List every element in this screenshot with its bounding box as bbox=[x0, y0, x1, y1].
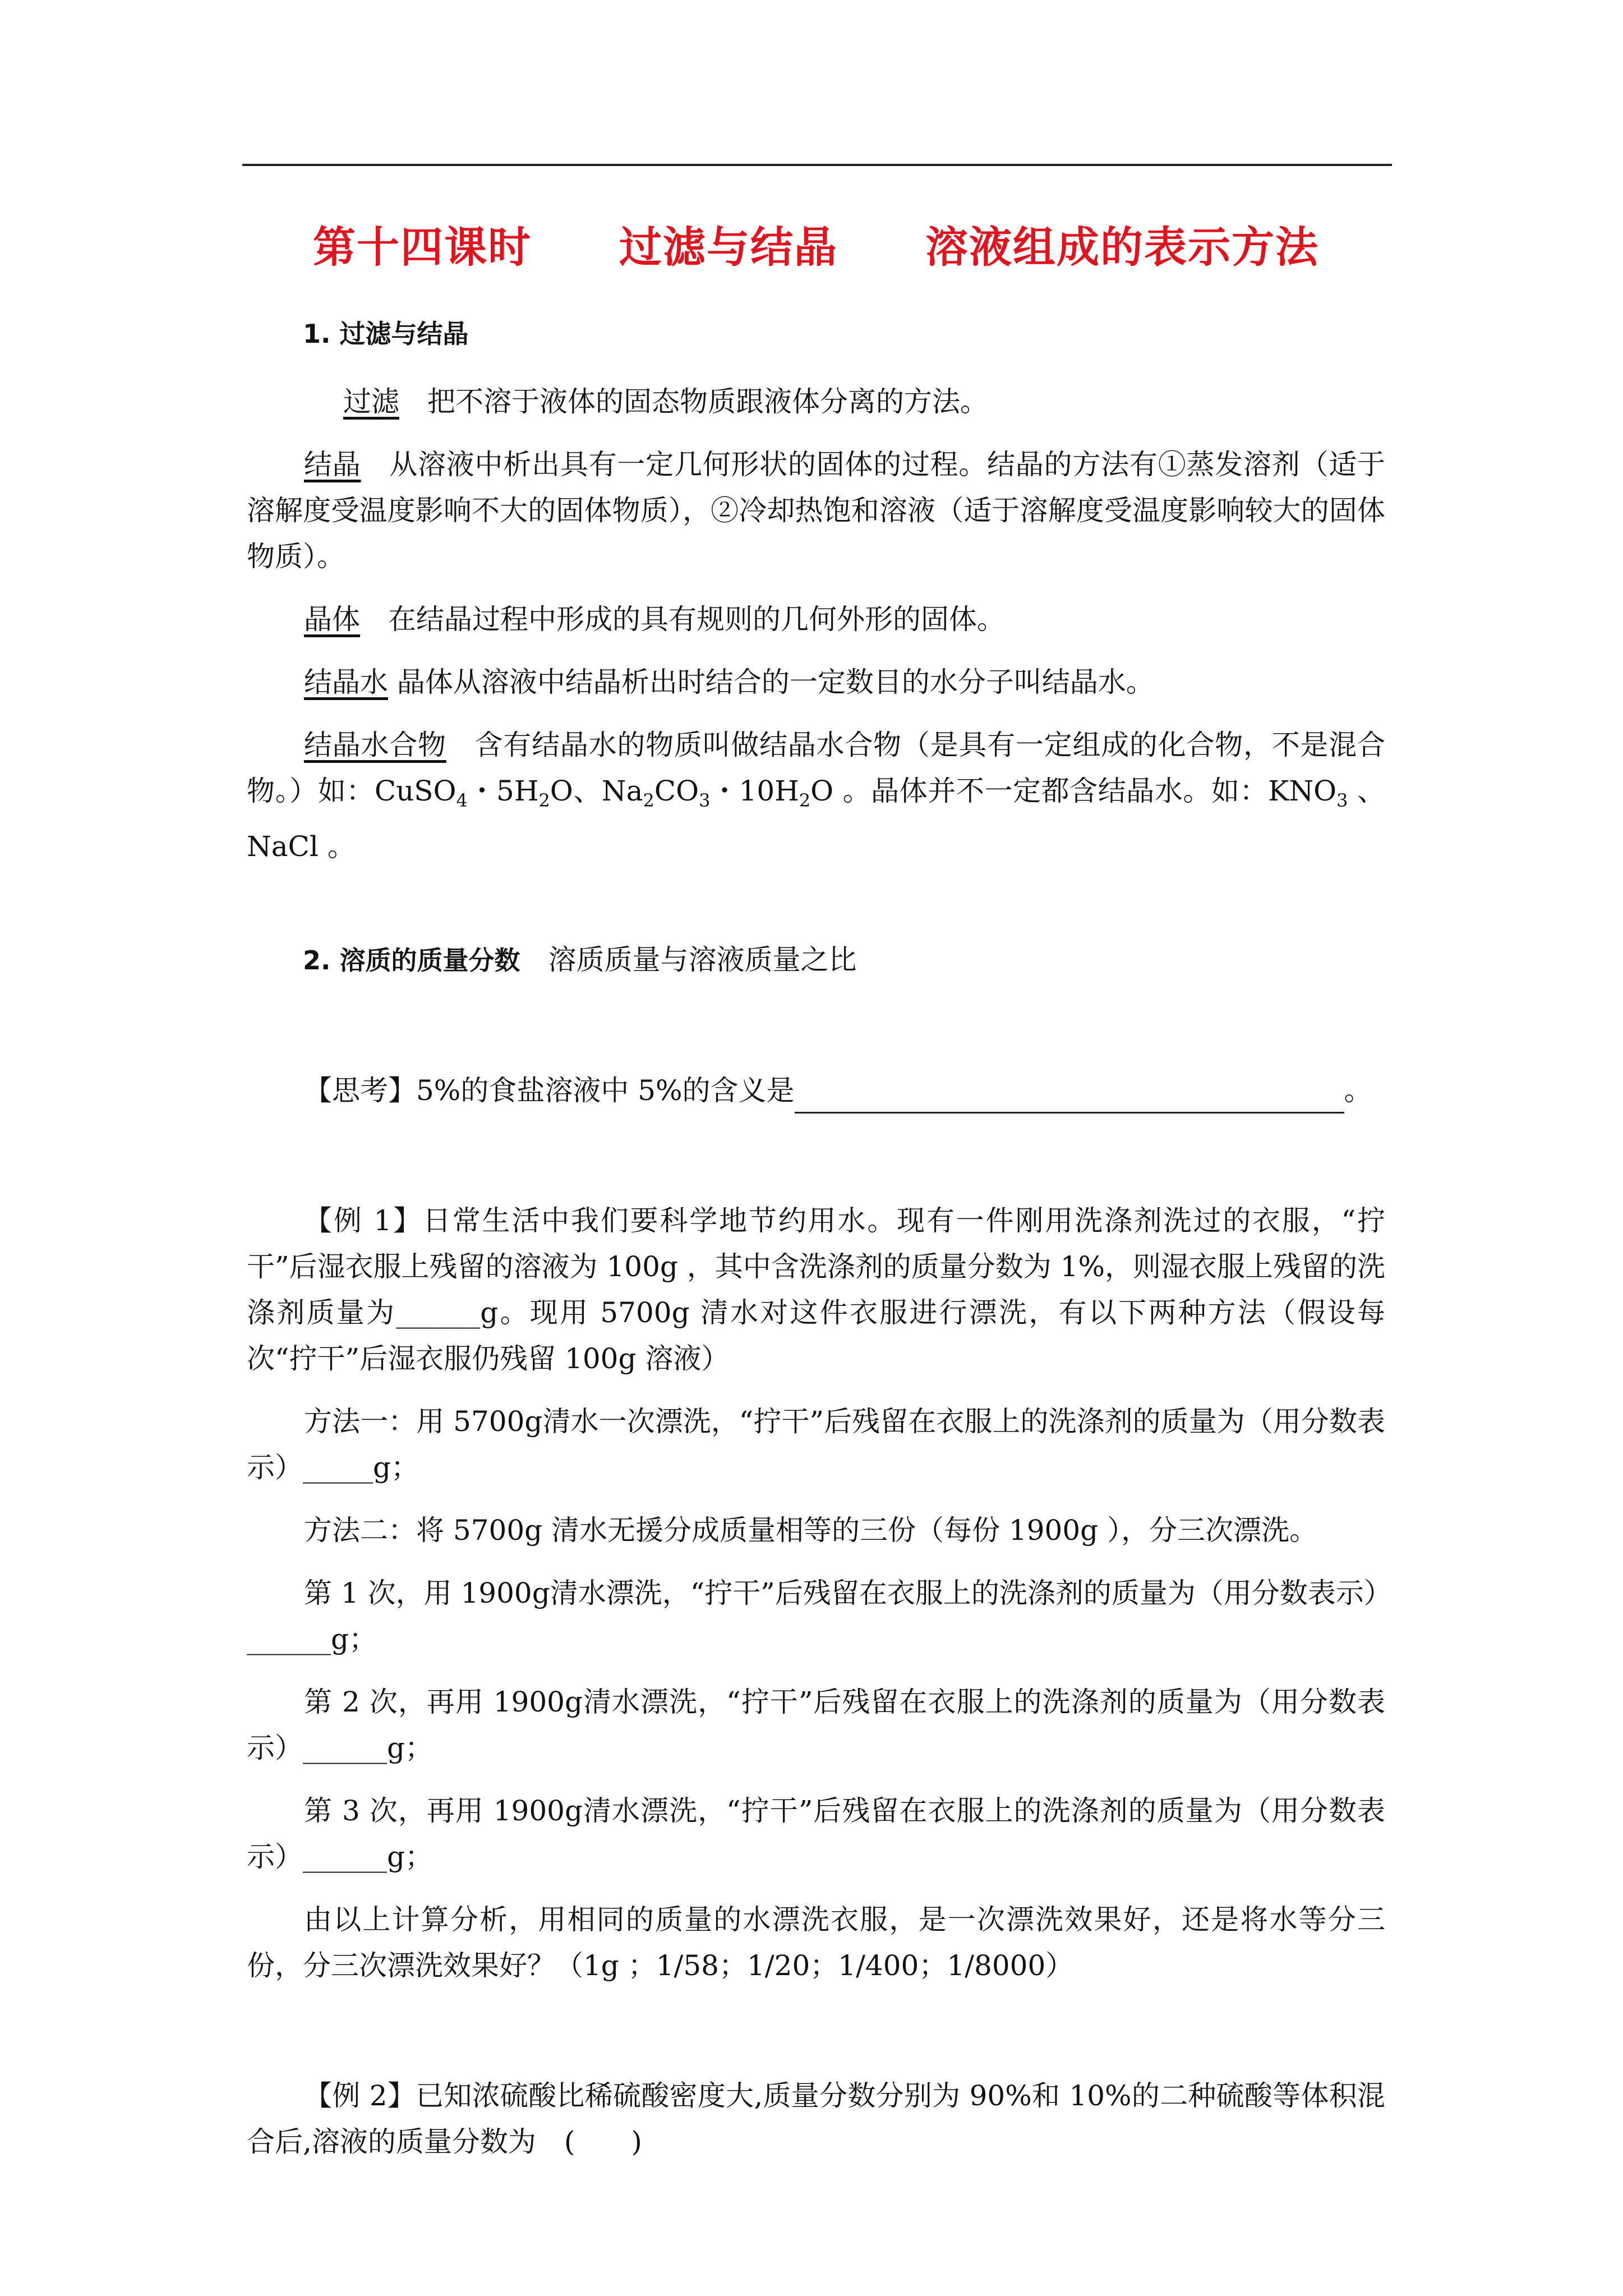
rinse-text: 第 3 次，再用 1900g清水漂洗，“拧干”后残留在衣服上的洗涤剂的质量为（用分数表示） bbox=[247, 1795, 1385, 1873]
answer-blank[interactable]: ______ bbox=[303, 1841, 387, 1873]
unit-text: g； bbox=[373, 1451, 419, 1484]
term-hydrate: 结晶水合物 bbox=[304, 729, 446, 761]
section-heading-mass-fraction bbox=[247, 937, 1385, 983]
example-2 bbox=[247, 2073, 1385, 2165]
think-label: 【思考】 bbox=[304, 1074, 416, 1107]
formula-text: 、NaCl 。 bbox=[247, 775, 1385, 863]
definition-text: 含有结晶水的物质叫做结晶水合物（是具有一定组成的化合物，不是混合物。）如：CuSO bbox=[247, 729, 1386, 807]
term-crystallization: 结晶 bbox=[304, 448, 361, 481]
document-page bbox=[247, 213, 1392, 2182]
section-heading-filtering: 1. 过滤与结晶 bbox=[303, 319, 469, 349]
section-heading-desc: 溶质质量与溶液质量之比 bbox=[520, 944, 857, 976]
example-text: 已知浓硫酸比稀硫酸密度大,质量分数分别为 90%和 10%的二种硫酸等体积混合后,溶液的质量分数为 ( ) bbox=[247, 2079, 1385, 2158]
subscript: 3 bbox=[1336, 790, 1348, 811]
conclusion-question: 由以上计算分析，用相同的质量的水漂洗衣服，是一次漂洗效果好，还是将水等分三份，分三次漂洗效果好？（1g ；1/58；1/20；1/400；1/8000） bbox=[247, 1903, 1385, 1982]
subscript: 2 bbox=[799, 790, 811, 811]
answer-blank[interactable]: _____ bbox=[303, 1451, 373, 1484]
definition-hydrate bbox=[247, 722, 1385, 869]
rinse-1 bbox=[247, 1570, 1392, 1662]
unit-text: g； bbox=[387, 1732, 434, 1764]
definition-filtering bbox=[247, 379, 1385, 425]
definition-text: 把不溶于液体的固态物质跟液体分离的方法。 bbox=[399, 385, 988, 418]
answer-blank[interactable]: ______ bbox=[247, 1623, 331, 1655]
think-question bbox=[247, 1068, 1385, 1114]
formula-text: O、Na bbox=[550, 775, 643, 807]
answer-blank[interactable] bbox=[795, 1083, 1344, 1114]
think-text: 5%的食盐溶液中 5%的含义是 bbox=[416, 1074, 795, 1107]
method-text: 方法一：用 5700g清水一次漂洗，“拧干”后残留在衣服上的洗涤剂的质量为（用分数表示） bbox=[247, 1405, 1385, 1484]
term-filtering: 过滤 bbox=[343, 385, 399, 418]
unit-text: g； bbox=[387, 1841, 434, 1873]
definition-crystal bbox=[247, 596, 1385, 642]
definition-crystallization bbox=[247, 441, 1385, 579]
definition-text: 从溶液中析出具有一定几何形状的固体的过程。结晶的方法有①蒸发溶剂（适于溶解度受温度影响不大的固体物质），②冷却热饱和溶液（适于溶解度受温度影响较大的固体物质）。 bbox=[247, 448, 1386, 573]
example-text: g。现用 5700g 清水对这件衣服进行漂洗，有以下两种方法（假设每次“拧干”后湿衣服仍残留 100g 溶液） bbox=[247, 1296, 1386, 1375]
example-label: 【例 2】 bbox=[304, 2079, 416, 2112]
rinse-text: 第 2 次，再用 1900g清水漂洗，“拧干”后残留在衣服上的洗涤剂的质量为（用分数表示） bbox=[247, 1686, 1385, 1764]
subscript: 2 bbox=[538, 790, 550, 811]
rinse-2 bbox=[247, 1679, 1385, 1771]
formula-text: ・5H bbox=[467, 775, 539, 807]
header-rule bbox=[242, 164, 1392, 166]
method-1 bbox=[247, 1398, 1385, 1490]
definition-crystal-water bbox=[247, 659, 1385, 705]
lesson-title: 第十四课时 过滤与结晶 溶液组成的表示方法 bbox=[313, 222, 1319, 272]
section-heading-text: 2. 溶质的质量分数 bbox=[303, 945, 520, 976]
example-text: 日常生活中我们要科学地节约用水。现有一件刚用洗涤剂洗过的衣服，“拧干”后湿衣服上残留的溶液为 100g ，其中含洗涤剂的质量分数为 1%，则湿衣服上残留的洗涤剂质量为 bbox=[247, 1204, 1386, 1329]
method-2: 方法二：将 5700g 清水无援分成质量相等的三份（每份 1900g ），分三次漂洗。 bbox=[304, 1514, 1318, 1547]
formula-text: ・10H bbox=[710, 775, 799, 807]
formula-text: O 。晶体并不一定都含结晶水。如：KNO bbox=[810, 775, 1337, 807]
example-label: 【例 1】 bbox=[304, 1204, 423, 1237]
formula-text: CO bbox=[654, 775, 699, 807]
definition-text: 在结晶过程中形成的具有规则的几何外形的固体。 bbox=[360, 603, 1005, 636]
subscript: 2 bbox=[643, 790, 654, 811]
answer-blank[interactable]: ______ bbox=[303, 1732, 387, 1764]
answer-blank[interactable]: ______ bbox=[396, 1296, 481, 1329]
term-crystal-water: 结晶水 bbox=[304, 666, 388, 698]
subscript: 3 bbox=[699, 790, 711, 811]
rinse-text: 第 1 次，用 1900g清水漂洗，“拧干”后残留在衣服上的洗涤剂的质量为（用分数表示） bbox=[304, 1577, 1392, 1609]
think-end: 。 bbox=[1344, 1074, 1372, 1107]
unit-text: g； bbox=[331, 1623, 377, 1655]
example-1 bbox=[247, 1198, 1385, 1382]
definition-text: 晶体从溶液中结晶析出时结合的一定数目的水分子叫结晶水。 bbox=[388, 666, 1154, 698]
subscript: 4 bbox=[456, 790, 468, 811]
rinse-3 bbox=[247, 1788, 1385, 1880]
term-crystal: 晶体 bbox=[304, 603, 360, 636]
